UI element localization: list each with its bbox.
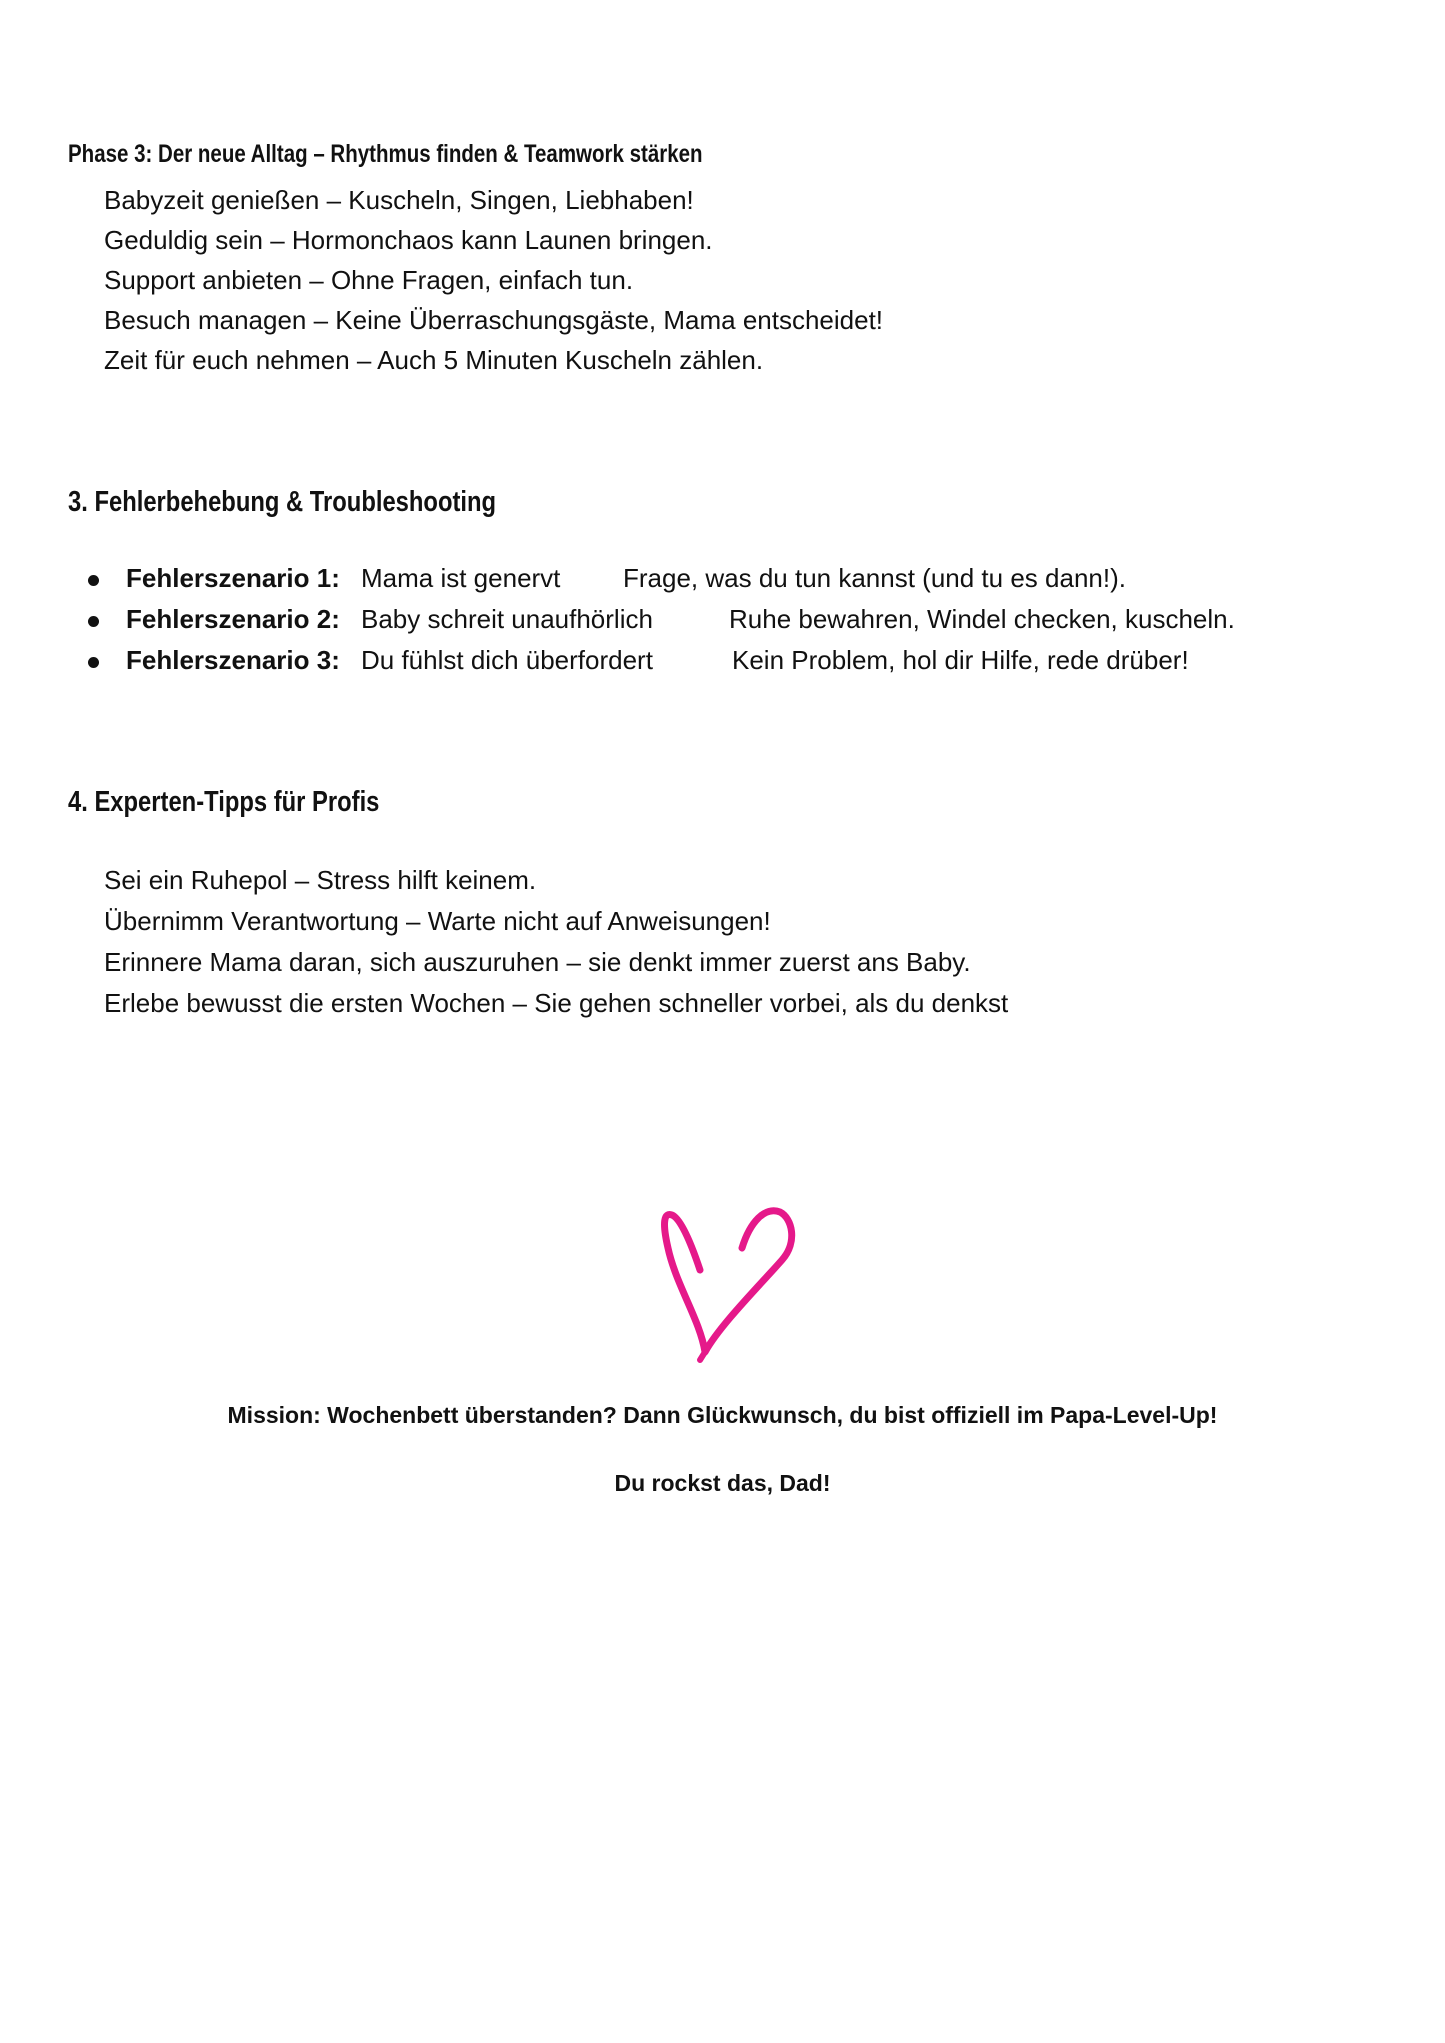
list-item: Besuch managen – Keine Überraschungsgäste, Mama entscheidet!	[104, 305, 884, 335]
expert-tips-heading: 4. Experten-Tipps für Profis	[68, 786, 380, 818]
scenario-problem: Du fühlst dich überfordert	[361, 645, 653, 675]
bullet-icon	[88, 616, 99, 627]
list-item: Übernimm Verantwortung – Warte nicht auf Anweisungen!	[104, 906, 771, 936]
troubleshooting-heading: 3. Fehlerbehebung & Troubleshooting	[68, 486, 497, 518]
list-item: Babyzeit genießen – Kuscheln, Singen, Liebhaben!	[104, 185, 694, 215]
list-item: Sei ein Ruhepol – Stress hilft keinem.	[104, 865, 537, 895]
list-item: Geduldig sein – Hormonchaos kann Launen bringen.	[104, 225, 713, 255]
phase-3-heading: Phase 3: Der neue Alltag – Rhythmus finden & Teamwork stärken	[68, 140, 703, 168]
closing-mission-text: Mission: Wochenbett überstanden? Dann Glückwunsch, du bist offiziell im Papa-Level-Up!	[227, 1402, 1218, 1428]
closing-rock-text: Du rockst das, Dad!	[614, 1470, 831, 1496]
scenario-label: Fehlerszenario 2:	[126, 604, 340, 634]
scenario-label: Fehlerszenario 3:	[126, 645, 340, 675]
scenario-problem: Baby schreit unaufhörlich	[361, 604, 653, 634]
expert-tips-list	[104, 860, 1008, 1024]
list-item: Zeit für euch nehmen – Auch 5 Minuten Kuscheln zählen.	[104, 345, 764, 375]
phase-3-list	[104, 180, 883, 380]
scenario-label: Fehlerszenario 1:	[126, 563, 340, 593]
list-item: Erlebe bewusst die ersten Wochen – Sie gehen schneller vorbei, als du denkst	[104, 988, 1009, 1018]
list-item: Erinnere Mama daran, sich auszuruhen – sie denkt immer zuerst ans Baby.	[104, 947, 971, 977]
bullet-icon	[88, 575, 99, 586]
scenario-solution: Frage, was du tun kannst (und tu es dann!).	[623, 563, 1126, 593]
list-item: Support anbieten – Ohne Fragen, einfach tun.	[104, 265, 634, 295]
heart-icon	[660, 1200, 800, 1375]
scenario-solution: Ruhe bewahren, Windel checken, kuscheln.	[729, 604, 1235, 634]
scenario-solution: Kein Problem, hol dir Hilfe, rede drüber!	[732, 645, 1189, 675]
scenario-problem: Mama ist genervt	[361, 563, 561, 593]
bullet-icon	[88, 657, 99, 668]
